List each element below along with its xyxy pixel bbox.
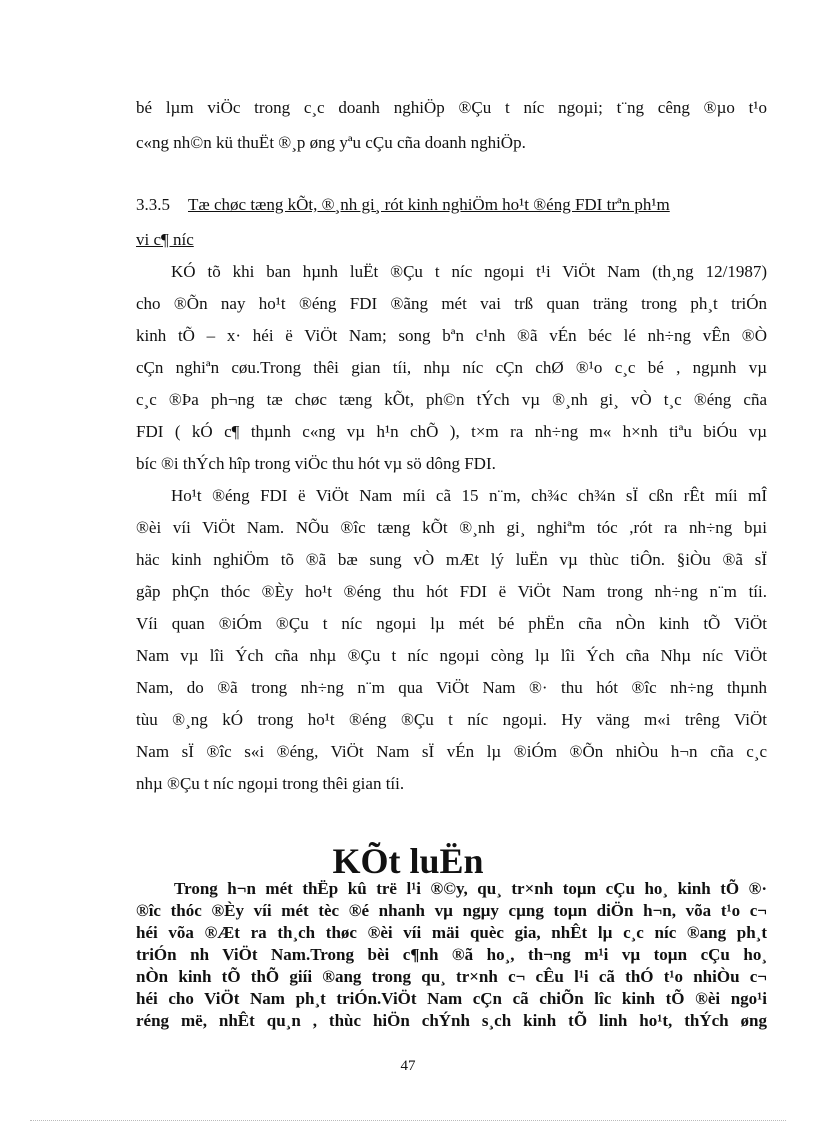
paragraph-line: Víi quan ®iÓm ®Çu t níc ngoµi lµ mét bé phËn cña nÒn kinh tÕ ViÖt: [136, 614, 767, 633]
section-number: 3.3.5: [136, 195, 170, 214]
conclusion-title: KÕt luËn: [332, 841, 484, 881]
intro-line: c«ng nh©n kü thuËt ®¸p øng yªu cÇu cña doanh nghiÖp.: [136, 133, 526, 152]
intro-line: bé lµm viÖc trong c¸c doanh nghiÖp ®Çu t níc ngoµi; t¨ng cêng ®µo t¹o: [136, 98, 767, 117]
section-heading-continued: [136, 230, 756, 250]
paragraph-line: cho ®Õn nay ho¹t ®éng FDI ®ãng mét vai trß quan träng trong ph¸t triÓn: [136, 294, 767, 313]
section-title-line: vi c¶ níc: [136, 230, 194, 249]
paragraph-line: Nam vµ lîi Ých cña nhµ ®Çu t níc ngoµi còng lµ lîi Ých cña Nhµ níc ViÖt: [136, 646, 767, 665]
page-number: 47: [400, 1058, 416, 1074]
paragraph-line: cÇn nghiªn cøu.Trong thêi gian tíi, nhµ níc cÇn chØ ®¹o c¸c bé , ngµnh vµ: [136, 358, 767, 377]
conclusion-line: ®îc thóc ®Èy víi mét tèc ®é nhanh vµ ngµy cµng toµn diÖn h¬n, võa t¹o c¬: [136, 901, 767, 920]
conclusion-line: héi võa ®Æt ra th¸ch thøc ®èi víi mäi quèc gia, nhÊt lµ c¸c níc ®ang ph¸t: [136, 923, 767, 942]
section-title-line: Tæ chøc tæng kÕt, ®¸nh gi¸ rót kinh nghiÖm ho¹t ®éng FDI trªn ph¹m: [188, 195, 670, 214]
conclusion-line: Trong h¬n mét thËp kû trë l¹i ®©y, qu¸ tr×nh toµn cÇu ho¸ kinh tÕ ®·: [174, 879, 767, 898]
paragraph-line: FDI ( kÓ c¶ thµnh c«ng vµ h¹n chÕ ), t×m ra nh÷ng m« h×nh tiªu biÓu vµ: [136, 422, 767, 441]
paragraph-line: Ho¹t ®éng FDI ë ViÖt Nam míi cã 15 n¨m, ch¾c ch¾n sÏ cßn rÊt míi mÎ: [171, 486, 767, 505]
paragraph-line: bíc ®i thÝch hîp trong viÖc thu hót vµ sö dông FDI.: [136, 454, 496, 473]
conclusion-line: triÓn nh ViÖt Nam.Trong bèi c¶nh ®ã ho¸, th¬ng m¹i vµ toµn cÇu ho¸: [136, 945, 767, 964]
conclusion-line: héi cho ViÖt Nam ph¸t triÓn.ViÖt Nam cÇn cã chiÕn lîc kinh tÕ ®èi ngo¹i: [136, 989, 767, 1008]
paragraph-line: Nam sÏ ®îc s«i ®éng, ViÖt Nam sÏ vÉn lµ ®iÓm ®Õn nhiÒu h¬n cña c¸c: [136, 742, 767, 761]
page-bottom-divider: [30, 1120, 786, 1121]
section-heading: [136, 195, 756, 215]
paragraph-line: nhµ ®Çu t níc ngoµi trong thêi gian tíi.: [136, 774, 405, 793]
paragraph-line: ®èi víi ViÖt Nam. NÕu ®îc tæng kÕt ®¸nh gi¸ nghiªm tóc ,rót ra nh÷ng bµi: [136, 518, 767, 537]
paragraph-line: kinh tÕ – x· héi ë ViÖt Nam; song bªn c¹nh ®ã vÉn béc lé nh÷ng vÊn ®Ò: [136, 326, 767, 345]
paragraph-line: Nam, do ®ã trong nh÷ng n¨m qua ViÖt Nam ®· thu hót ®îc nh÷ng thµnh: [136, 678, 767, 697]
paragraph-line: c¸c ®Þa ph¬ng tæ chøc tæng kÕt, ph©n tÝch vµ ®¸nh gi¸ vÒ t¸c ®éng cña: [136, 390, 767, 409]
paragraph-line: tùu ®¸ng kÓ trong ho¹t ®éng ®Çu t níc ngoµi. Hy väng m«i trêng ViÖt: [136, 710, 767, 729]
paragraph-line: häc kinh nghiÖm tõ ®ã bæ sung vÒ mÆt lý luËn vµ thùc tiÔn. §iÒu ®ã sÏ: [136, 550, 767, 569]
paragraph-line: gãp phÇn thóc ®Èy ho¹t ®éng thu hót FDI ë ViÖt Nam trong nh÷ng n¨m tíi.: [136, 582, 767, 601]
conclusion-line: nÒn kinh tÕ thÕ giíi ®ang trong qu¸ tr×nh c¬ cÊu l¹i cã thÓ t¹o nhiÒu c¬: [136, 967, 767, 986]
paragraph-line: KÓ tõ khi ban hµnh luËt ®Çu t níc ngoµi t¹i ViÖt Nam (th¸ng 12/1987): [171, 262, 767, 281]
conclusion-line: réng më, nhÊt qu¸n , thùc hiÖn chÝnh s¸ch kinh tÕ linh ho¹t, thÝch øng: [136, 1011, 767, 1030]
